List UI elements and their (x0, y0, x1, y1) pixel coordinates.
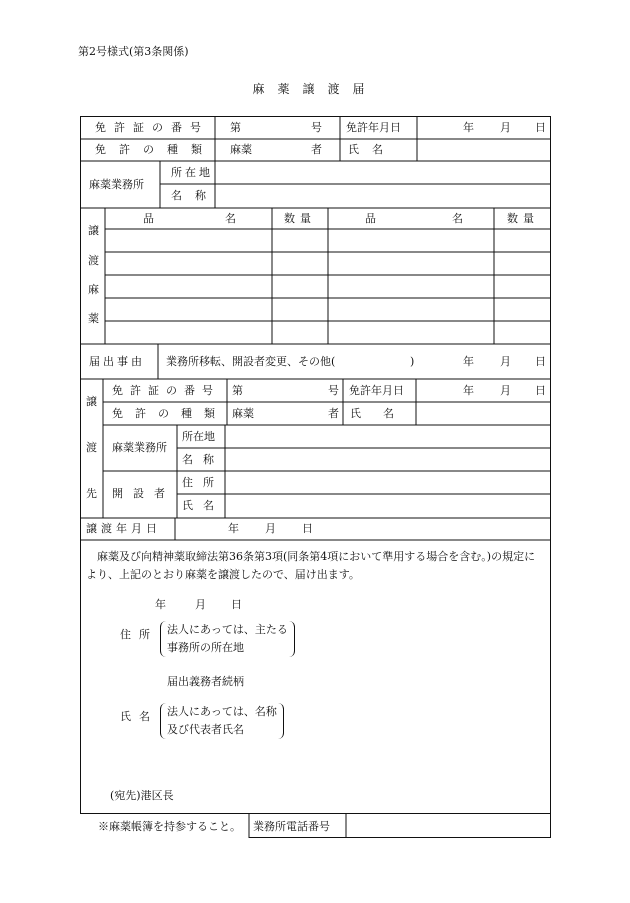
transfer-day: 日 (302, 522, 313, 535)
recipient-date-day: 日 (535, 384, 546, 397)
recipient-date-year: 年 (463, 384, 474, 397)
addressee: (宛先)港区長 (110, 789, 174, 802)
reason-close-paren: ) (410, 355, 415, 368)
address-note-line-2: 事務所の所在地 (167, 641, 244, 654)
reason-label: 届出事由 (89, 355, 145, 368)
license-date-label: 免許年月日 (346, 121, 401, 134)
reason-day: 日 (535, 355, 546, 368)
recipient-type-label: 免許の種類 (112, 407, 227, 420)
license-date-day: 日 (535, 121, 546, 134)
recipient-side-3: 先 (86, 487, 97, 500)
license-date-year: 年 (463, 121, 474, 134)
recipient-biz-name-label: 名称 (182, 453, 224, 466)
license-number-prefix: 第 (230, 121, 241, 134)
drugs-col-name-1: 名 (225, 212, 236, 225)
license-date-month: 月 (500, 121, 511, 134)
drugs-side-4: 薬 (88, 312, 99, 325)
name-note-bracket (160, 703, 284, 739)
license-number-suffix: 号 (311, 121, 322, 134)
statement-month: 月 (195, 598, 206, 611)
reason-year: 年 (463, 355, 474, 368)
recipient-business-label: 麻薬業務所 (112, 441, 167, 454)
name-note-line-2: 及び代表者氏名 (167, 723, 244, 736)
reason-value: 業務所移転、開設者変更、その他( (166, 355, 336, 368)
recipient-number-prefix: 第 (232, 384, 243, 397)
recipient-founder-label: 開設者 (112, 487, 175, 500)
drugs-col-item-2: 品 (365, 212, 376, 225)
transfer-date-label: 譲渡年月日 (86, 522, 161, 535)
address-note-bracket (160, 621, 295, 657)
statement-year: 年 (155, 598, 166, 611)
drugs-col-qty-1: 数量 (284, 212, 316, 225)
recipient-address-label: 住所 (182, 476, 224, 489)
license-number-label: 免許証の番号 (95, 121, 209, 134)
name-note-line-1: 法人にあっては、名称 (167, 705, 277, 718)
recipient-date-label: 免許年月日 (349, 384, 404, 397)
reason-month: 月 (500, 355, 511, 368)
address-note-line-1: 法人にあっては、主たる (167, 623, 288, 636)
drugs-side-1: 譲 (88, 224, 99, 237)
statement-name-label: 氏名 (120, 710, 158, 723)
form-sheet (80, 116, 551, 838)
recipient-date-month: 月 (500, 384, 511, 397)
recipient-type-suffix: 者 (328, 407, 339, 420)
transfer-year: 年 (228, 522, 239, 535)
form-number: 第2号様式(第3条関係) (78, 45, 189, 58)
business-location-label: 所在地 (171, 166, 213, 179)
statement-text: 麻薬及び向精神薬取締法第36条第3項(同条第4項において準用する場合を含む。)の規定により、上記のとおり麻薬を譲渡したので、届け出ます。 (86, 550, 536, 581)
phone-label: 業務所電話番号 (253, 820, 330, 833)
recipient-number-suffix: 号 (328, 384, 339, 397)
recipient-location-label: 所在地 (182, 430, 215, 443)
license-type-value: 麻薬 (230, 143, 252, 156)
transfer-month: 月 (265, 522, 276, 535)
recipient-license-number-label: 免許証の番号 (112, 384, 220, 397)
footer-note: ※麻薬帳簿を持参すること。 (98, 820, 241, 833)
recipient-name-label: 氏名 (350, 407, 416, 420)
recipient-side-1: 譲 (86, 395, 97, 408)
page-title: 麻薬譲渡届 (252, 82, 378, 96)
license-type-suffix: 者 (311, 143, 322, 156)
drugs-side-2: 渡 (88, 254, 99, 267)
license-name-label: 氏名 (348, 143, 396, 156)
statement-address-label: 住所 (120, 628, 158, 641)
license-type-label: 免許の種類 (95, 143, 215, 156)
recipient-side-2: 渡 (86, 441, 97, 454)
business-name-label: 名称 (171, 189, 219, 202)
drugs-side-3: 麻 (88, 283, 99, 296)
recipient-type-value: 麻薬 (232, 407, 254, 420)
drugs-col-item-1: 品 (143, 212, 154, 225)
statement-day: 日 (231, 598, 242, 611)
business-label: 麻薬業務所 (89, 178, 144, 191)
drugs-col-name-2: 名 (452, 212, 463, 225)
recipient-person-name-label: 氏名 (182, 499, 224, 512)
drugs-col-qty-2: 数量 (507, 212, 539, 225)
duty-label: 届出義務者続柄 (167, 675, 244, 688)
